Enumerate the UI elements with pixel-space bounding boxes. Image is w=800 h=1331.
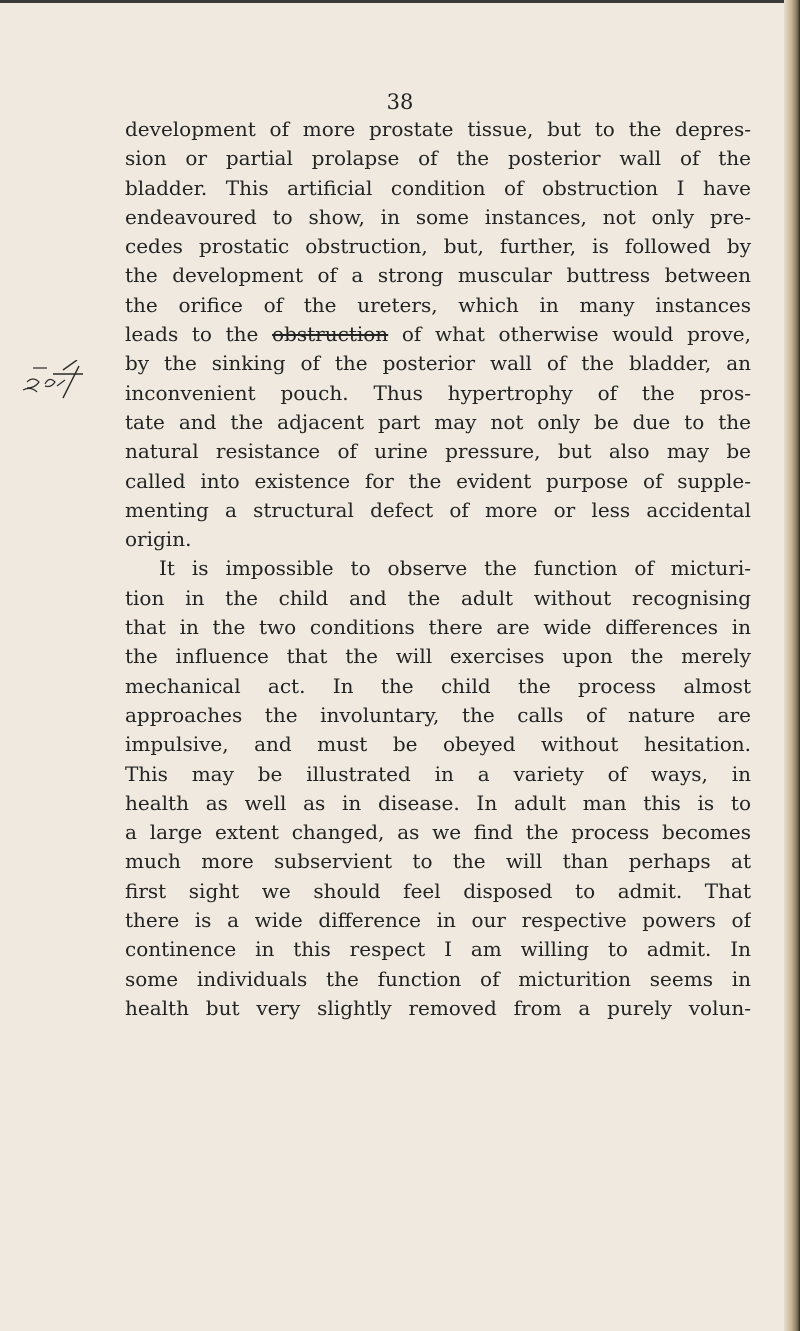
text-line: the orifice of the ureters, which in many instances <box>125 292 751 317</box>
text-line: a large extent changed, as we find the process becomes <box>125 820 751 845</box>
page-number: 38 <box>386 90 414 114</box>
text-line: health as well as in disease. In adult man this is to <box>125 790 751 815</box>
text-line: approaches the involuntary, the calls of nature are <box>125 702 751 727</box>
text-line: origin. <box>125 527 192 552</box>
text-line: inconvenient pouch. Thus hypertrophy of the pros- <box>125 380 751 405</box>
text-line: cedes prostatic obstruction, but, further, is followed by <box>125 234 751 259</box>
text-line: that in the two conditions there are wide differences in <box>125 615 751 640</box>
page-edge-shadow <box>784 0 800 1331</box>
text-line: endeavoured to show, in some instances, not only pre- <box>125 204 751 229</box>
text-line: mechanical act. In the child the process almost <box>125 673 751 698</box>
text-fragment: leads to the <box>125 322 273 347</box>
text-line: menting a structural defect of more or less accidental <box>125 497 751 522</box>
text-line-with-correction <box>125 320 751 349</box>
text-line: much more subservient to the will than perhaps at <box>125 849 751 874</box>
text-line: development of more prostate tissue, but to the depres- <box>125 117 751 141</box>
text-line: there is a wide difference in our respective powers of <box>125 908 751 933</box>
text-line: This may be illustrated in a variety of ways, in <box>125 761 751 786</box>
text-line: called into existence for the evident purpose of supple- <box>125 468 751 493</box>
text-line: the development of a strong muscular buttress between <box>125 263 751 288</box>
text-line: sion or partial prolapse of the posterior wall of the <box>125 146 751 171</box>
text-fragment: of what otherwise would prove, <box>388 322 751 347</box>
text-line: some individuals the function of micturition seems in <box>125 966 751 991</box>
text-line: health but very slightly removed from a purely volun- <box>125 995 751 1020</box>
text-line: the influence that the will exercises upon the merely <box>125 644 751 669</box>
text-line: tate and the adjacent part may not only be due to the <box>125 409 751 434</box>
body-text <box>125 115 751 1023</box>
struck-word: obstruction <box>272 322 389 347</box>
text-line: by the sinking of the posterior wall of the bladder, an <box>125 351 751 376</box>
text-line: natural resistance of urine pressure, but also may be <box>125 439 751 464</box>
top-rule <box>0 0 790 3</box>
text-line: It is impossible to observe the function of micturi- <box>159 556 751 581</box>
text-line: bladder. This artificial condition of obstruction I have <box>125 175 751 200</box>
handwritten-margin-note <box>5 360 85 410</box>
text-line: impulsive, and must be obeyed without hesitation. <box>125 732 751 757</box>
text-line: first sight we should feel disposed to admit. That <box>125 878 751 903</box>
text-line: continence in this respect I am willing to admit. In <box>125 937 751 962</box>
text-line: tion in the child and the adult without recognising <box>125 585 751 610</box>
